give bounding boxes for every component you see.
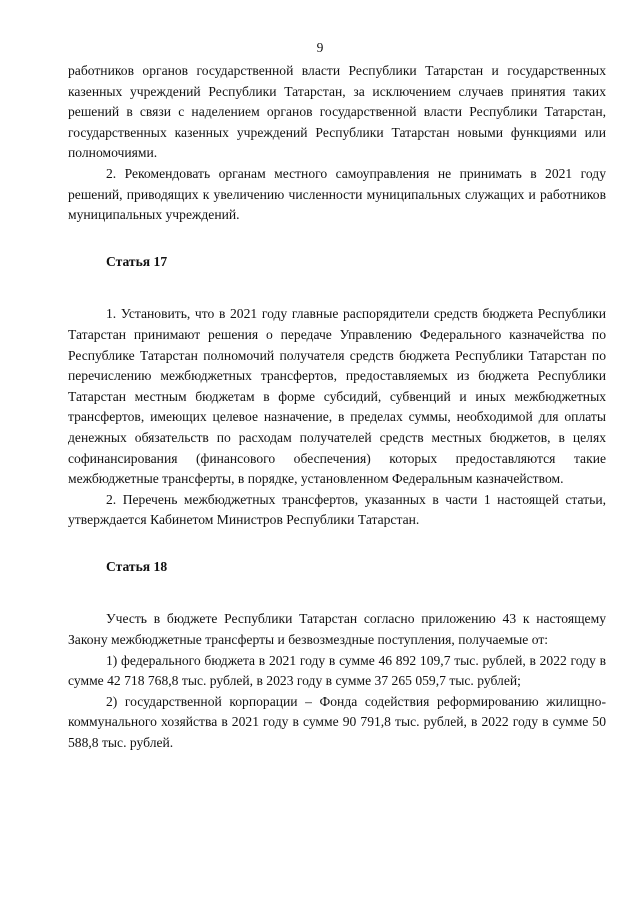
article-18-heading: Статья 18 [106, 558, 168, 574]
article-17-paragraph-2: 2. Перечень межбюджетных трансфертов, указанных в части 1 настоящей статьи, утверждается Кабинетом Министров Республики Татарстан. [68, 491, 606, 528]
document-body [68, 61, 606, 754]
page-number: 9 [316, 40, 324, 55]
article-18-paragraph-1: Учесть в бюджете Республики Татарстан согласно приложению 43 к настоящему Закону межбюджетные трансферты и безвозмездные поступления, получаемые от: [68, 611, 606, 648]
article-17-paragraph-1: 1. Установить, что в 2021 году главные распорядители средств бюджета Республики Татарстан принимают решения о передаче Управлению Федерального казначейства по Республике Татарстан полномочий получателя средств бюджета Республики Татарстан по перечислению межбюджетных трансфертов, предоставляемых из бюджета Республики Татарстан местным бюджетам в форме субсидий, субвенций и иных межбюджетных трансфертов, имеющих целевое назначение, в пределах суммы, необходимой для оплаты денежных обязательств по расходам получателей средств местных бюджетов, в целях софинансирования (финансового обеспечения) которых предоставляются такие межбюджетные трансферты, в порядке, установленном Федеральным казначейством. [68, 306, 606, 487]
article-18-paragraph-2: 1) федерального бюджета в 2021 году в сумме 46 892 109,7 тыс. рублей, в 2022 году в сумме 42 718 768,8 тыс. рублей, в 2023 году в сумме 37 265 059,7 тыс. рублей; [68, 652, 606, 689]
article-18-paragraph-3: 2) государственной корпорации – Фонда содействия реформированию жилищно-коммунального хозяйства в 2021 году в сумме 90 791,8 тыс. рублей, в 2022 году в сумме 50 588,8 тыс. рублей. [68, 693, 606, 751]
article-17-heading: Статья 17 [106, 253, 168, 269]
paragraph-recommendation: 2. Рекомендовать органам местного самоуправления не принимать в 2021 году решений, приводящих к увеличению численности муниципальных служащих и работников муниципальных учреждений. [68, 165, 606, 223]
paragraph-continuation: работников органов государственной власти Республики Татарстан и государственных казенных учреждений Республики Татарстан, за исключением случаев принятия таких решений в связи с наделением органов государственной власти Республики Татарстан, государственных казенных учреждений Республики Татарстан новыми функциями или полномочиями. [68, 63, 606, 161]
